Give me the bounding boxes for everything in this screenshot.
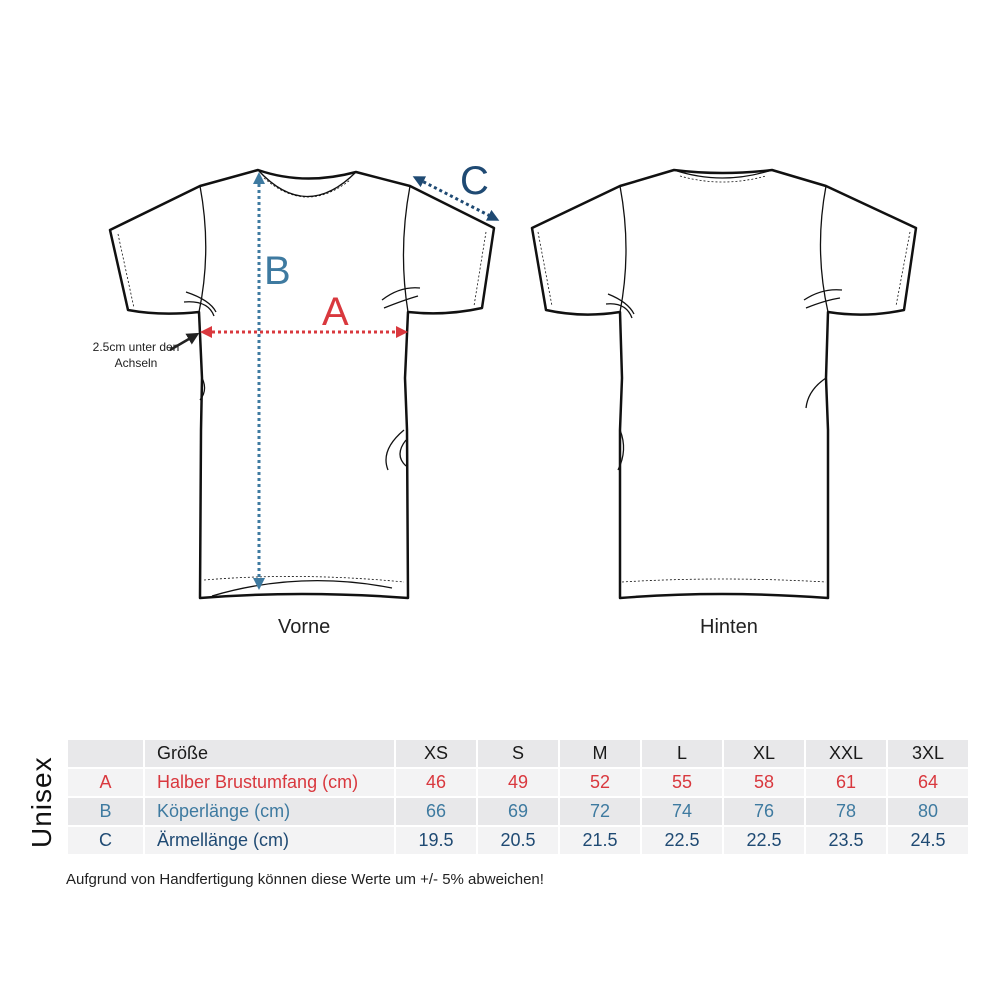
row-key: A [68, 769, 143, 796]
front-shirt [110, 170, 494, 598]
row-value: 46 [396, 769, 476, 796]
row-name: Köperlänge (cm) [145, 798, 394, 825]
row-value: 72 [560, 798, 640, 825]
row-value: 23.5 [806, 827, 886, 854]
row-name: Halber Brustumfang (cm) [145, 769, 394, 796]
size-3xl: 3XL [888, 740, 968, 767]
row-value: 61 [806, 769, 886, 796]
row-value: 22.5 [642, 827, 722, 854]
row-value: 64 [888, 769, 968, 796]
row-key: C [68, 827, 143, 854]
measure-a-letter: A [322, 290, 349, 334]
row-value: 21.5 [560, 827, 640, 854]
table-row-c [68, 827, 968, 854]
row-value: 78 [806, 798, 886, 825]
row-value: 19.5 [396, 827, 476, 854]
size-xs: XS [396, 740, 476, 767]
armpit-note: 2.5cm unter den Achseln [92, 340, 180, 370]
size-m: M [560, 740, 640, 767]
row-value: 22.5 [724, 827, 804, 854]
unisex-label: Unisex [26, 756, 57, 848]
size-xl: XL [724, 740, 804, 767]
size-l: L [642, 740, 722, 767]
row-value: 74 [642, 798, 722, 825]
front-label: Vorne [278, 616, 331, 638]
back-shirt [532, 170, 916, 598]
measure-b-letter: B [264, 249, 291, 293]
row-value: 58 [724, 769, 804, 796]
row-value: 69 [478, 798, 558, 825]
row-value: 24.5 [888, 827, 968, 854]
row-key: B [68, 798, 143, 825]
row-value: 49 [478, 769, 558, 796]
size-table [66, 738, 970, 856]
row-value: 52 [560, 769, 640, 796]
measure-c-letter: C [460, 159, 489, 203]
size-s: S [478, 740, 558, 767]
row-name: Ärmellänge (cm) [145, 827, 394, 854]
row-value: 55 [642, 769, 722, 796]
size-xxl: XXL [806, 740, 886, 767]
row-value: 66 [396, 798, 476, 825]
tolerance-note: Aufgrund von Handfertigung können diese Werte um +/- 5% abweichen! [66, 871, 544, 888]
header-key-cell [68, 740, 143, 767]
back-label: Hinten [700, 616, 758, 638]
table-row-a [68, 769, 968, 796]
header-size-label: Größe [145, 740, 394, 767]
row-value: 80 [888, 798, 968, 825]
table-row-b [68, 798, 968, 825]
table-header-row [68, 740, 968, 767]
row-value: 76 [724, 798, 804, 825]
row-value: 20.5 [478, 827, 558, 854]
